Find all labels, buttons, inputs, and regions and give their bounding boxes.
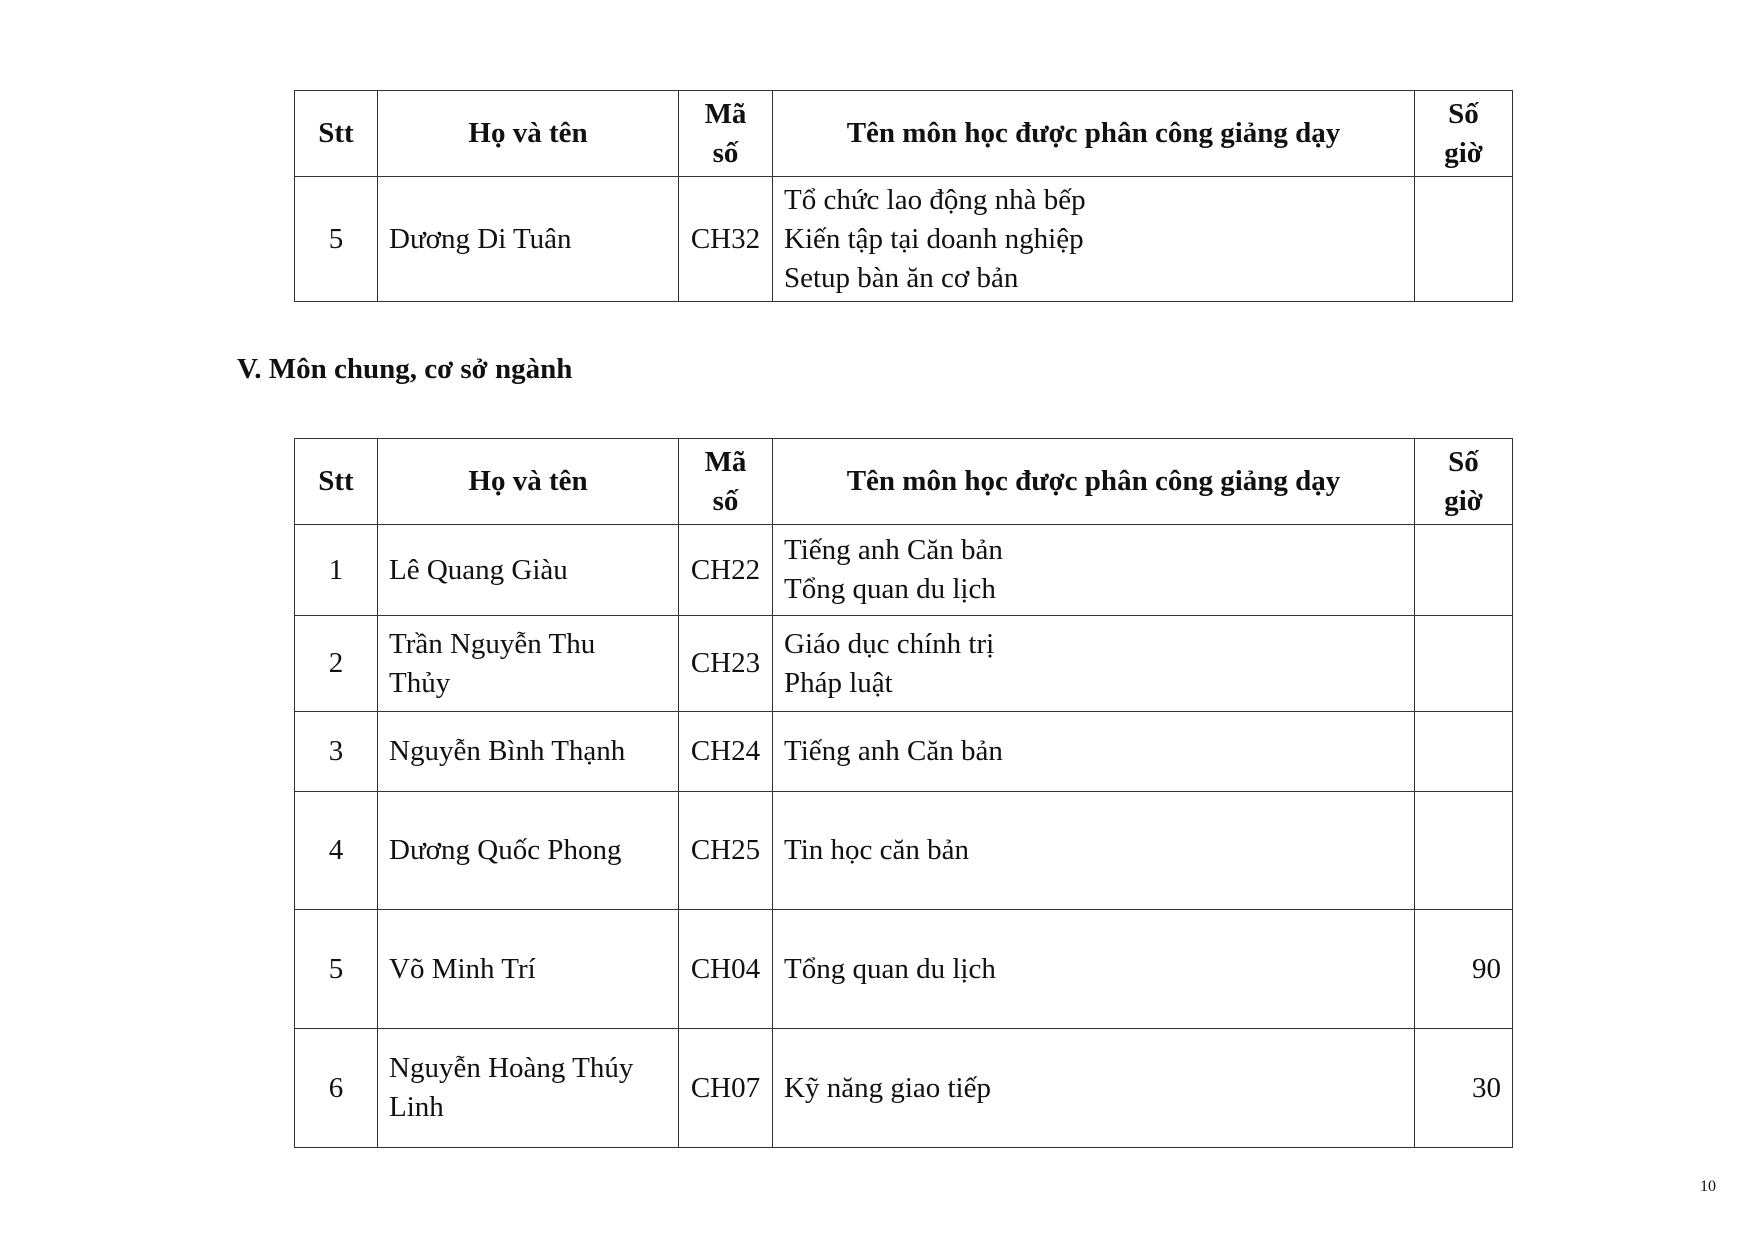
header-hours (1415, 439, 1513, 525)
header-code-line1: Mã (704, 445, 747, 478)
header-name: Họ và tên (378, 439, 679, 525)
cell-hours (1415, 616, 1513, 712)
subject-line: Tiếng anh Căn bản (784, 534, 1003, 566)
table-row (295, 792, 1513, 910)
cell-code: CH04 (679, 910, 773, 1029)
header-name: Họ và tên (378, 91, 679, 177)
cell-hours (1415, 792, 1513, 910)
subject-line: Kiến tập tại doanh nghiệp (784, 222, 1084, 255)
header-code (679, 91, 773, 177)
cell-subjects (773, 616, 1415, 712)
subject-line: Giáo dục chính trị (784, 627, 995, 660)
cell-stt: 6 (295, 1029, 378, 1148)
header-hours-line1: Số (1448, 97, 1479, 130)
header-hours-line1: Số (1448, 445, 1479, 478)
section-heading: V. Môn chung, cơ sở ngành (237, 353, 573, 385)
subject-line: Tiếng anh Căn bản (784, 735, 1003, 767)
cell-hours (1415, 712, 1513, 792)
page-number: 10 (1700, 1178, 1716, 1195)
cell-name (378, 616, 679, 712)
cell-code: CH25 (679, 792, 773, 910)
table-row (295, 712, 1513, 792)
subject-line: Tổ chức lao động nhà bếp (784, 183, 1086, 216)
header-hours-line2: giờ (1444, 136, 1483, 169)
cell-code: CH07 (679, 1029, 773, 1148)
lecturer-table-continued (294, 90, 1513, 302)
header-stt: Stt (295, 439, 378, 525)
header-code-line2: số (712, 484, 739, 517)
cell-hours: 30 (1415, 1029, 1513, 1148)
name-line: Thủy (389, 666, 451, 699)
cell-name (378, 792, 679, 910)
header-stt: Stt (295, 91, 378, 177)
subject-line: Tổng quan du lịch (784, 573, 996, 605)
cell-name (378, 712, 679, 792)
name-line: Trần Nguyễn Thu (389, 627, 596, 660)
name-line: Linh (389, 1091, 444, 1123)
header-hours-line2: giờ (1444, 484, 1483, 517)
name-line: Nguyễn Hoàng Thúy (389, 1052, 634, 1084)
name-line: Lê Quang Giàu (389, 553, 568, 586)
cell-name (378, 177, 679, 302)
cell-code: CH22 (679, 525, 773, 616)
name-line: Dương Di Tuân (389, 222, 572, 255)
cell-code: CH24 (679, 712, 773, 792)
cell-stt: 5 (295, 177, 378, 302)
header-subjects: Tên môn học được phân công giảng dạy (773, 91, 1415, 177)
header-code-line1: Mã (704, 97, 747, 130)
cell-stt: 2 (295, 616, 378, 712)
subject-line: Tin học căn bản (784, 834, 969, 866)
cell-name (378, 910, 679, 1029)
general-subjects-lecturer-table (294, 438, 1513, 1148)
header-subjects: Tên môn học được phân công giảng dạy (773, 439, 1415, 525)
cell-subjects (773, 1029, 1415, 1148)
cell-name (378, 1029, 679, 1148)
cell-hours (1415, 525, 1513, 616)
subject-line: Pháp luật (784, 666, 893, 699)
header-hours (1415, 91, 1513, 177)
name-line: Võ Minh Trí (389, 952, 536, 985)
table-row (295, 910, 1513, 1029)
cell-stt: 1 (295, 525, 378, 616)
name-line: Nguyễn Bình Thạnh (389, 735, 626, 767)
cell-hours: 90 (1415, 910, 1513, 1029)
table-header-row (295, 91, 1513, 177)
header-code (679, 439, 773, 525)
cell-code: CH23 (679, 616, 773, 712)
header-code-line2: số (712, 136, 739, 169)
cell-hours (1415, 177, 1513, 302)
cell-name (378, 525, 679, 616)
cell-stt: 4 (295, 792, 378, 910)
cell-subjects (773, 712, 1415, 792)
table-row (295, 525, 1513, 616)
cell-code: CH32 (679, 177, 773, 302)
table-row (295, 1029, 1513, 1148)
cell-subjects (773, 525, 1415, 616)
table-row (295, 177, 1513, 302)
table-header-row (295, 439, 1513, 525)
subject-line: Tổng quan du lịch (784, 952, 996, 985)
cell-stt: 5 (295, 910, 378, 1029)
cell-stt: 3 (295, 712, 378, 792)
cell-subjects (773, 910, 1415, 1029)
table-row (295, 616, 1513, 712)
subject-line: Kỹ năng giao tiếp (784, 1071, 991, 1104)
name-line: Dương Quốc Phong (389, 834, 622, 866)
cell-subjects (773, 792, 1415, 910)
subject-line: Setup bàn ăn cơ bản (784, 261, 1019, 294)
cell-subjects (773, 177, 1415, 302)
